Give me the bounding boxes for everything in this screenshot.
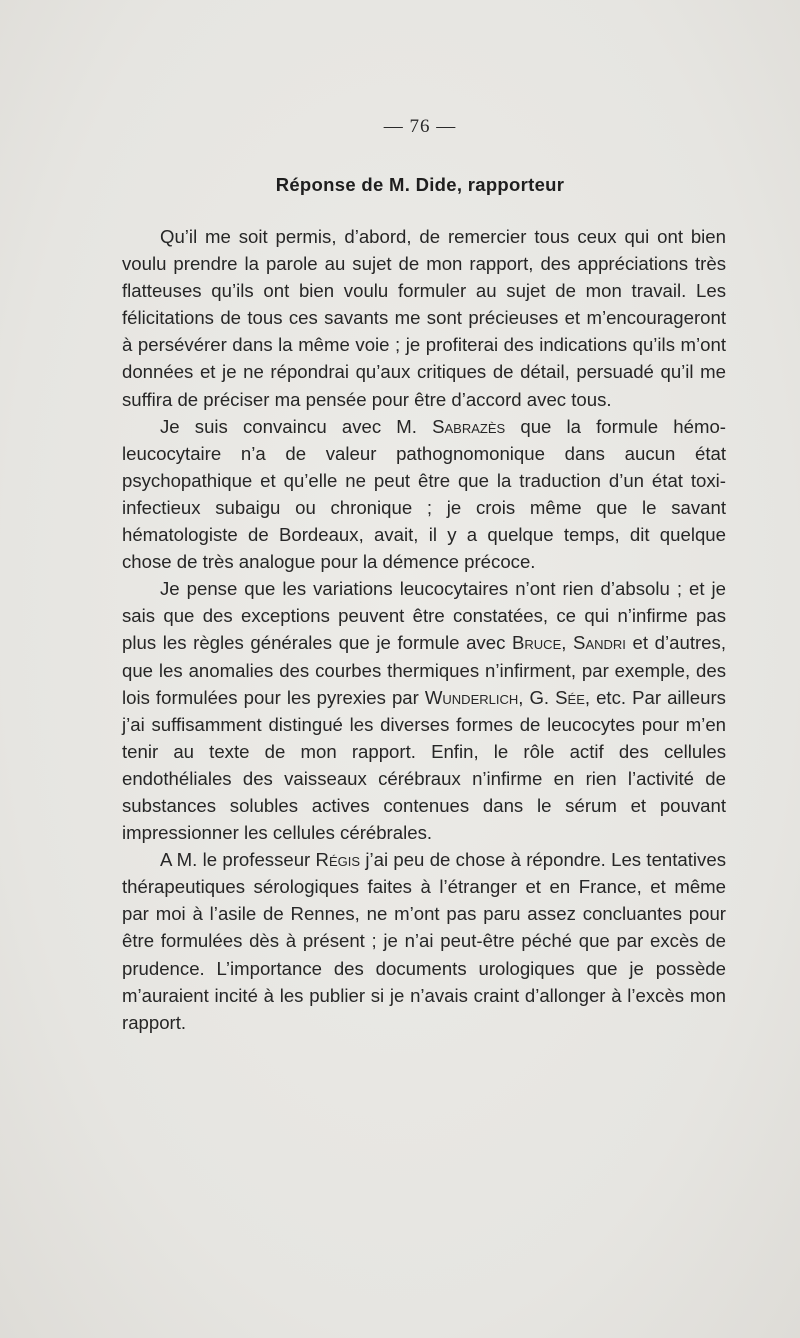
paragraph: A M. le professeur Régis j’ai peu de chose à répondre. Les tentatives thérapeutiques sérologiques faites à l’étranger et en France, et même par moi à l’asile de Rennes, ne m’ont pas paru assez concluantes pour être formulées dès à présent ; je n’ai peut-être péché que par excès de prudence. L’importance des documents urologiques que je possède m’auraient incité à les publier si je n’avais craint d’allonger à l’excès mon rapport.: [122, 849, 726, 1033]
author-name: Bruce: [512, 632, 562, 654]
author-name: Régis: [315, 849, 361, 871]
author-name: Sée: [555, 686, 585, 708]
paragraph: Qu’il me soit permis, d’abord, de remercier tous ceux qui ont bien voulu prendre la parole au sujet de mon rapport, des appréciations très flatteuses qu’ils ont bien voulu formuler au sujet de mon travail. Les félicitations de tous ces savants me sont précieuses et m’encourageront à persévérer dans la même voie ; je profiterai des indications qu’ils m’ont données et je ne répondrai qu’aux critiques de détail, persuadé qu’il me suffira de préciser ma pensée pour être d’accord avec tous.: [122, 226, 726, 410]
paragraph: Je pense que les variations leucocytaires n’ont rien d’absolu ; et je sais que des exceptions peuvent être constatées, ce qui n’infirme pas plus les règles générales que je formule avec Bruce, Sandri et d’autres, que les anomalies des courbes thermiques n’infirment, par exemple, des lois formulées pour les pyrexies par Wunderlich, G. Sée, etc. Par ailleurs j’ai suffisamment distingué les diverses formes de leucocytes pour m’en tenir au texte de mon rapport. Enfin, le rôle actif des cellules endothéliales des vaisseaux cérébraux n’infirme en rien l’activité de substances solubles actives contenues dans le sérum et pouvant impressionner les cellules cérébrales.: [122, 578, 726, 844]
page-number: — 76 —: [383, 116, 457, 137]
author-name: Wunderlich: [424, 686, 519, 708]
paragraph: Je suis convaincu avec M. Sabrazès que la formule hémo-leucocytaire n’a de valeur pathognomonique dans aucun état psychopathique et qu’elle ne peut être que la traduction d’un état toxi-infectieux subaigu ou chronique ; je crois même que le savant hématologiste de Bordeaux, avait, il y a quelque temps, dit quelque chose de très analogue pour la démence précoce.: [122, 415, 726, 573]
author-name: Sabrazès: [432, 415, 506, 437]
section-heading: Réponse de M. Dide, rapporteur: [275, 174, 565, 195]
body-text: [122, 223, 726, 1036]
author-name: Sandri: [573, 632, 626, 654]
